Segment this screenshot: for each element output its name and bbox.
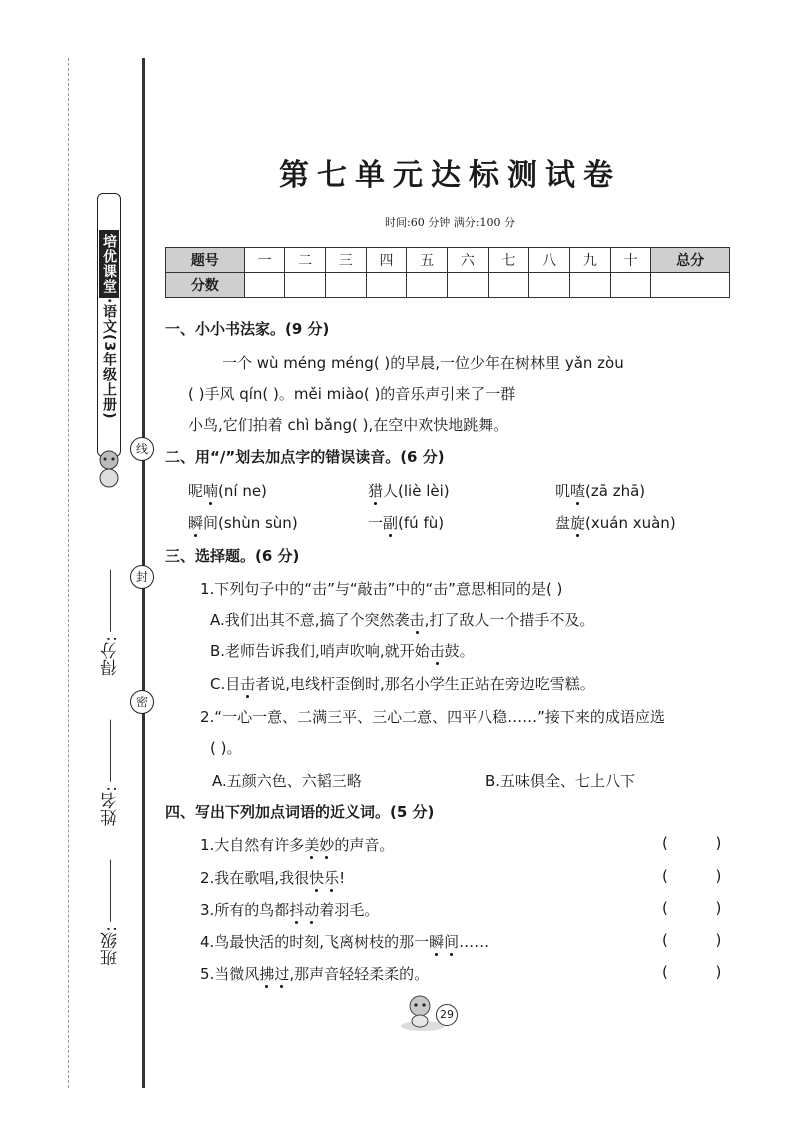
- seal-mark-xian: 线: [130, 437, 154, 461]
- grade-name: (3年级上册): [101, 334, 117, 420]
- class-blank[interactable]: [110, 860, 111, 922]
- score-field-label: 得分:: [101, 636, 121, 676]
- s4-item: [200, 867, 345, 888]
- seal-mark-feng: 封: [130, 565, 154, 589]
- q2-option-a[interactable]: A.五颜六色、六韬三略: [212, 772, 362, 790]
- option-text: A.我们出其不意,搞了个突然袭: [210, 611, 410, 629]
- name-field-label: 姓名:: [101, 786, 121, 826]
- s2-dotted-char: 瞬: [188, 514, 204, 532]
- header-cell: 二: [285, 248, 326, 273]
- section-1-heading: 一、小小书法家。(9 分): [165, 320, 330, 338]
- s2-dotted-char: 旋: [570, 514, 586, 532]
- s4-item: [200, 931, 489, 952]
- s2-item: [555, 480, 645, 501]
- q2-option-b[interactable]: B.五味俱全、七上八下: [485, 772, 636, 790]
- score-table: [165, 247, 730, 298]
- s2-item: [188, 512, 298, 533]
- header-cell: 七: [488, 248, 529, 273]
- header-cell: 三: [325, 248, 366, 273]
- header-cell: 九: [570, 248, 611, 273]
- s4-item: [200, 899, 379, 920]
- section-3-heading: 三、选择题。(6 分): [165, 547, 300, 565]
- score-cell[interactable]: [244, 273, 285, 298]
- subject-name: ·语文: [101, 298, 117, 335]
- item-text: 5.当微风: [200, 965, 260, 983]
- brand-name: 培优课堂: [99, 230, 119, 298]
- s2-pinyin: (fú fù): [398, 514, 445, 532]
- seal-mark-mi: 密: [130, 690, 154, 714]
- score-row-label: 分数: [166, 273, 245, 298]
- s2-pinyin: (ní ne): [218, 482, 267, 500]
- header-cell: 题号: [166, 248, 245, 273]
- q1-option-c[interactable]: [210, 673, 595, 694]
- s4-item: [200, 963, 429, 984]
- s2-dotted-char: 喃: [203, 482, 219, 500]
- header-cell: 一: [244, 248, 285, 273]
- q1-option-b[interactable]: [210, 640, 475, 661]
- dotted-char: 击: [240, 675, 256, 693]
- item-text: 3.所有的鸟都: [200, 901, 290, 919]
- series-label: [97, 193, 121, 457]
- score-cell[interactable]: [366, 273, 407, 298]
- option-text: C.目: [210, 675, 241, 693]
- s2-char: 人: [383, 482, 399, 500]
- score-cell[interactable]: [651, 273, 730, 298]
- s2-item: [555, 512, 676, 533]
- header-cell: 四: [366, 248, 407, 273]
- s2-dotted-char: 副: [383, 514, 399, 532]
- s2-char: 间: [203, 514, 219, 532]
- answer-paren[interactable]: ( ): [662, 867, 722, 885]
- header-cell: 八: [529, 248, 570, 273]
- dotted-word: 美妙: [304, 836, 335, 854]
- option-text: ,打了敌人一个措手不及。: [424, 611, 595, 629]
- option-text: 者说,电线杆歪倒时,那名小学生正站在旁边吃雪糕。: [255, 675, 595, 693]
- cut-line-dashed: [68, 58, 69, 1088]
- s2-pinyin: (shùn sùn): [218, 514, 298, 532]
- answer-paren[interactable]: ( ): [662, 931, 722, 949]
- class-field: [98, 860, 123, 966]
- class-field-label: 班级:: [101, 926, 121, 966]
- mascot-icon-small: [94, 448, 124, 488]
- s2-char: 呢: [188, 482, 204, 500]
- dotted-word: 瞬间: [429, 933, 460, 951]
- s4-item: [200, 834, 394, 855]
- q2-answer-paren[interactable]: ( )。: [210, 739, 242, 757]
- s2-char: 一: [368, 514, 384, 532]
- header-cell: 十: [610, 248, 651, 273]
- q1-option-a[interactable]: [210, 609, 594, 630]
- s2-char: 叽: [555, 482, 571, 500]
- score-cell[interactable]: [325, 273, 366, 298]
- score-blank[interactable]: [110, 570, 111, 632]
- score-table-score-row: [166, 273, 730, 298]
- dotted-word: 抖动: [289, 901, 320, 919]
- score-cell[interactable]: [407, 273, 448, 298]
- dotted-word: 拂过: [259, 965, 290, 983]
- s1-line-1: 一个 wù méng méng( )的早晨,一位少年在树林里 yǎn zòu: [222, 354, 624, 372]
- score-cell[interactable]: [610, 273, 651, 298]
- section-4-heading: 四、写出下列加点词语的近义词。(5 分): [165, 803, 435, 821]
- s2-pinyin: (xuán xuàn): [585, 514, 676, 532]
- q1-stem: 1.下列句子中的“击”与“敲击”中的“击”意思相同的是( ): [200, 580, 563, 598]
- dotted-char: 击: [409, 611, 425, 629]
- s2-item: [368, 480, 450, 501]
- s2-char: 盘: [555, 514, 571, 532]
- header-cell: 六: [447, 248, 488, 273]
- s1-line-2: ( )手风 qín( )。měi miào( )的音乐声引来了一群: [188, 385, 516, 403]
- header-cell: 总分: [651, 248, 730, 273]
- exam-info: 时间:60 分钟 满分:100 分: [385, 216, 515, 229]
- q2-stem: 2.“一心一意、二满三平、三心二意、四平八稳……”接下来的成语应选: [200, 708, 665, 726]
- section-2-heading: 二、用“/”划去加点字的错误读音。(6 分): [165, 448, 445, 466]
- option-text: B.老师告诉我们,哨声吹响,就开始: [210, 642, 430, 660]
- item-text: 的声音。: [334, 836, 395, 854]
- answer-paren[interactable]: ( ): [662, 963, 722, 981]
- s2-item: [188, 480, 267, 501]
- score-cell[interactable]: [529, 273, 570, 298]
- answer-paren[interactable]: ( ): [662, 899, 722, 917]
- item-text: !: [339, 869, 346, 887]
- name-field: [98, 720, 123, 826]
- item-text: 2.我在歌唱,我很: [200, 869, 310, 887]
- page-title: 第七单元达标测试卷: [279, 158, 621, 193]
- s2-pinyin: (liè lèi): [398, 482, 450, 500]
- s2-item: [368, 512, 444, 533]
- item-text: 1.大自然有许多: [200, 836, 305, 854]
- header-cell: 五: [407, 248, 448, 273]
- score-cell[interactable]: [285, 273, 326, 298]
- s2-dotted-char: 猎: [368, 482, 384, 500]
- name-blank[interactable]: [110, 720, 111, 782]
- s2-pinyin: (zā zhā): [585, 482, 646, 500]
- option-text: 鼓。: [444, 642, 475, 660]
- item-text: 4.鸟最快活的时刻,飞离树枝的那一: [200, 933, 430, 951]
- s1-line-3: 小鸟,它们拍着 chì bǎng( ),在空中欢快地跳舞。: [188, 416, 509, 434]
- item-text: ……: [459, 933, 490, 951]
- dotted-word: 快乐: [309, 869, 340, 887]
- score-cell[interactable]: [570, 273, 611, 298]
- page-number: 29: [436, 1004, 458, 1026]
- score-table-header-row: [166, 248, 730, 273]
- score-field: [98, 570, 123, 676]
- score-cell[interactable]: [488, 273, 529, 298]
- item-text: 着羽毛。: [319, 901, 380, 919]
- dotted-char: 击: [429, 642, 445, 660]
- s2-dotted-char: 喳: [570, 482, 586, 500]
- item-text: ,那声音轻轻柔柔的。: [289, 965, 430, 983]
- score-cell[interactable]: [447, 273, 488, 298]
- answer-paren[interactable]: ( ): [662, 834, 722, 852]
